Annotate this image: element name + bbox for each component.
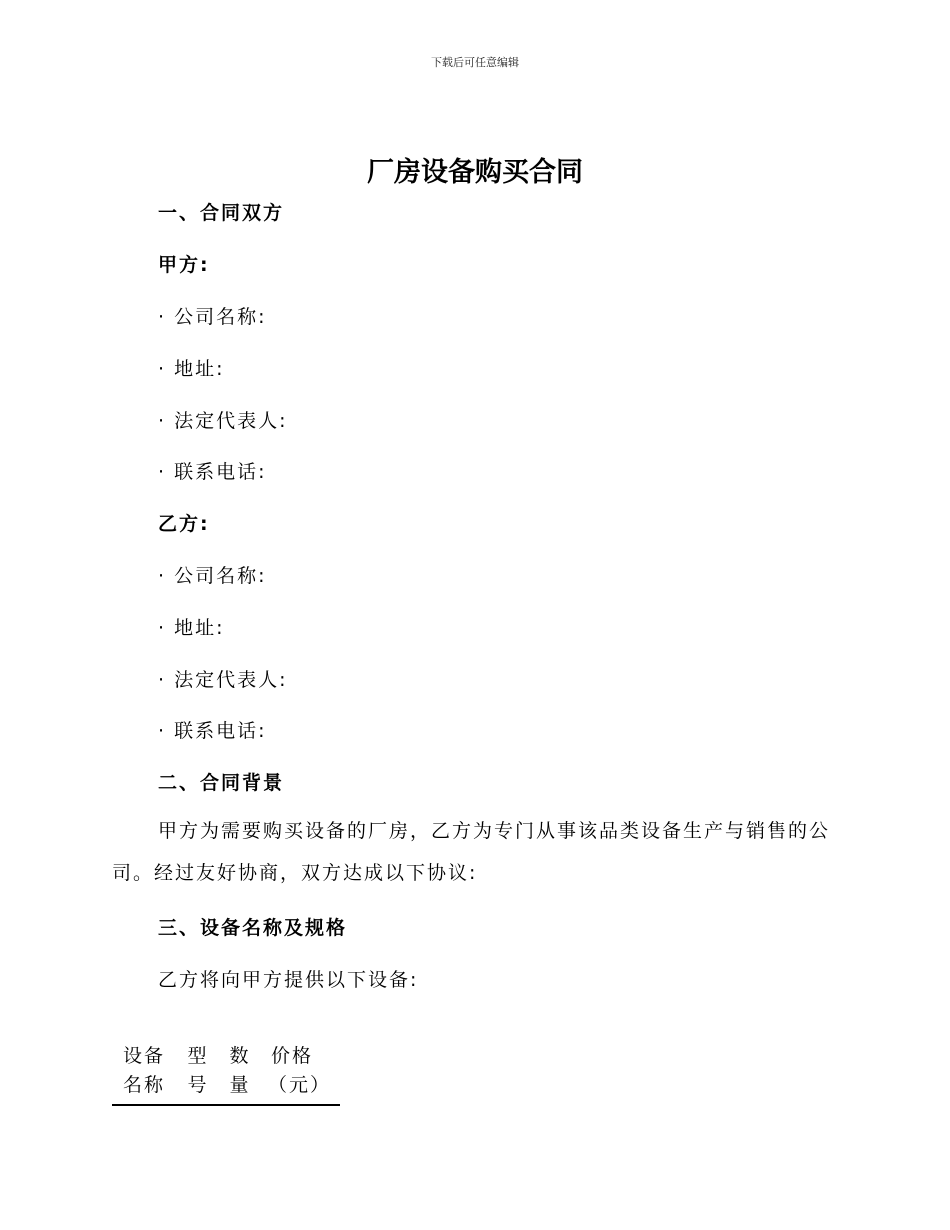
party-b-legal-rep: · 法定代表人: xyxy=(158,669,288,691)
party-b-phone: · 联系电话: xyxy=(158,720,267,742)
table-header-price: 价格（元） xyxy=(268,1045,332,1096)
equipment-table-header xyxy=(112,1016,340,1106)
page-header-note: 下载后可任意编辑 xyxy=(431,56,519,69)
party-a-phone: · 联系电话: xyxy=(158,461,267,483)
party-a-address: · 地址: xyxy=(158,358,225,380)
party-a-legal-rep: · 法定代表人: xyxy=(158,410,288,432)
party-b-company-name: · 公司名称: xyxy=(158,565,267,587)
table-header-model: 型号 xyxy=(187,1045,209,1096)
section-heading-equipment: 三、设备名称及规格 xyxy=(158,917,348,939)
party-b-label: 乙方: xyxy=(158,513,210,535)
party-b-address: · 地址: xyxy=(158,617,225,639)
party-a-label: 甲方: xyxy=(158,254,210,276)
table-header-name: 设备名称 xyxy=(122,1045,165,1096)
equipment-intro: 乙方将向甲方提供以下设备: xyxy=(158,969,419,991)
section-heading-background: 二、合同背景 xyxy=(158,772,285,794)
party-a-company-name: · 公司名称: xyxy=(158,306,267,328)
table-header-quantity: 数量 xyxy=(229,1045,251,1096)
contract-title: 厂房设备购买合同 xyxy=(367,157,583,188)
section-heading-parties: 一、合同双方 xyxy=(158,202,285,224)
background-paragraph: 甲方为需要购买设备的厂房，乙方为专门从事该品类设备生产与销售的公司。经过友好协商，双方达成以下协议: xyxy=(112,820,831,884)
